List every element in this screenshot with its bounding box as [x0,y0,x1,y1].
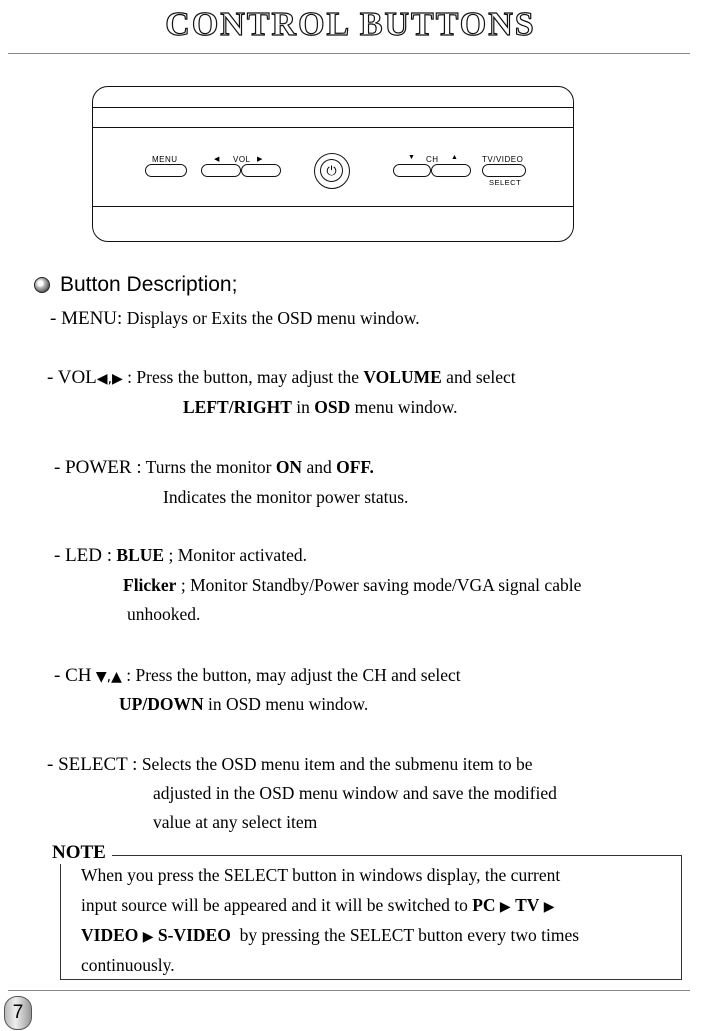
vol-description-line1: - VOL◀,▶ : Press the button, may adjust the VOLUME and select [47,367,516,388]
panel-top-line [93,107,573,108]
select-description-line2: adjusted in the OSD menu window and save the modified [153,783,557,803]
select-description-line3: value at any select item [153,812,318,832]
ch-description-line2: UP/DOWN in OSD menu window. [119,694,369,714]
ch-description-line1: - CH ▼,▲ : Press the button, may adjust the CH and select [54,665,461,686]
panel-label-menu: MENU [152,155,178,164]
ch-up-arrow-icon: ▲ [451,154,459,161]
panel-lower-line [93,206,573,207]
panel-label-vol: VOL [233,155,251,164]
power-description-line1: - POWER : Turns the monitor ON and OFF. [54,457,374,478]
title-underline [8,53,690,54]
led-description-line2: Flicker ; Monitor Standby/Power saving mode/VGA signal cable [123,575,582,595]
arrow-right-icon: ▶ [543,899,555,915]
note-line1: When you press the SELECT button in windows display, the current [81,865,561,885]
page-title: CONTROL BUTTONS [165,6,536,43]
section-header [34,273,237,297]
select-description-line1: - SELECT : Selects the OSD menu item and the submenu item to be [47,754,533,775]
arrow-right-icon: ▶ [142,929,154,945]
tv-video-button-drawing [482,164,526,177]
ch-down-button-drawing [393,164,431,177]
vol-description-line2: LEFT/RIGHT in OSD menu window. [183,397,458,417]
note-label: NOTE [52,842,112,864]
note-line4: continuously. [81,955,175,975]
power-description-line2: Indicates the monitor power status. [163,487,409,507]
ch-down-arrow-icon: ▼ [408,154,416,161]
ch-arrows-icon: ▼,▲ [95,669,122,685]
led-description-line3: unhooked. [127,604,201,624]
section-title: Button Description; [60,273,238,296]
vol-right-button-drawing [241,164,281,177]
panel-label-ch: CH [426,155,439,164]
panel-label-tv-video: TV/VIDEO [482,155,524,164]
vol-left-button-drawing [201,164,241,177]
led-description-line1: - LED : BLUE ; Monitor activated. [54,545,307,566]
bullet-icon [34,277,50,293]
footer-rule [8,990,690,991]
note-line3: VIDEO ▶ S-VIDEO by pressing the SELECT button every two times [81,925,580,945]
arrow-right-icon: ▶ [499,899,511,915]
ch-up-button-drawing [431,164,471,177]
vol-arrows-icon: ◀,▶ [96,371,123,387]
power-icon: ⏻ [320,159,343,182]
note-line2: input source will be appeared and it will be switched to PC ▶ TV ▶ [81,895,555,915]
panel-label-select: SELECT [489,178,522,187]
panel-inner-line [93,127,573,128]
page-number: 7 [4,996,32,1030]
menu-description: - MENU: Displays or Exits the OSD menu window. [50,308,420,329]
menu-button-drawing [145,164,187,177]
power-button-drawing [314,153,350,189]
vol-left-arrow-icon: ◀ [214,156,220,163]
vol-right-arrow-icon: ▶ [257,156,263,163]
